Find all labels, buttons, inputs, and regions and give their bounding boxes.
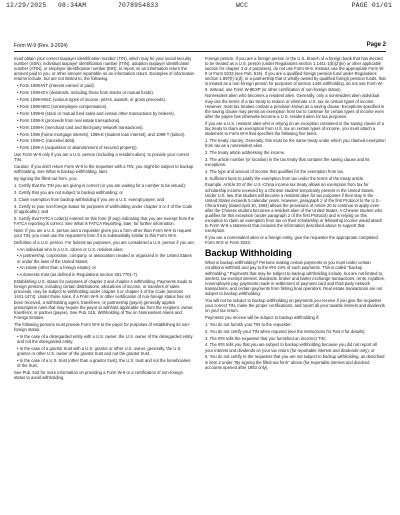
paragraph: Payments you receive will be subject to backup withholding if: <box>205 314 320 320</box>
paragraph: 4. The type and amount of income that qualifies for the exemption from tax. <box>205 168 345 174</box>
left-column <box>14 56 195 506</box>
bullet-item: • Form 1099-C (canceled debt). <box>17 138 76 144</box>
bullet-item: • Form 1099-A (acquisition or abandonment of secured property). <box>17 145 138 151</box>
paragraph: 5. Sufficient facts to justify the exemption from tax under the terms of the treaty article. <box>205 175 365 181</box>
bullet-item: • Form 1099-B (stock or mutual fund sales and certain other transactions by brokers). <box>17 110 175 116</box>
paragraph: Caution: If you don't return Form W-9 to the requester with a TIN, you might be subject to backup withholding. See What is backup withholding, later. <box>14 164 194 175</box>
paragraph: Foreign person. If you are a foreign person or the U.S. branch of a foreign bank that has elected to be treated as a U.S. person (under Regulations section 1.1441-1(b)(2)(iv) or other applicable section for chapter 3 or 4 purposes), do not use Form W-9. Instead, use the appropriate Form W-8 or Form 8233 (see Pub. 515). If you are a qualified foreign pension fund under Regulations section 1.897(l)-1(d), or a partnership that is wholly owned by qualified foreign pension funds, that is treated as a non-foreign person for purposes of section 1445 withholding, do not use Form W-9. Instead, use Form W-8EXP (or other certification of non-foreign status). <box>205 56 386 92</box>
paragraph: 5. Certify that FATCA code(s) entered on this form (if any) indicating that you are exempt from the FATCA reporting is correct. See What is FATCA Reporting, later, for further information. <box>14 215 195 226</box>
paragraph: You will not be subject to backup withholding on payments you receive if you give the requester your correct TIN, make the proper certifications, and report all your taxable interest and dividends on your tax return. <box>205 297 385 313</box>
fax-number: 7078954833 <box>118 2 159 9</box>
paragraph: 1. You do not furnish your TIN to the requester; <box>205 321 292 327</box>
fax-time: 08:34AM <box>58 2 87 9</box>
bullet-item: • Form 1099-NEC (nonemployee compensation). <box>17 103 108 109</box>
bullet-item: • A partnership, corporation, company, or association created or organized in the United States or under the laws of the United States; <box>17 253 192 264</box>
paragraph: Note: If you are a U.S. person and a requester gives you a form other than Form W-9 to request your TIN, you must use the requester's form if it is substantially similar to this Form W-9. <box>14 227 192 238</box>
bullet-item: • Form 1098 (home mortgage interest), 1098-E (student loan interest), and 1098-T (tuition). <box>17 131 186 137</box>
bullet-item: • A domestic trust (as defined in Regulations section 301.7701-7). <box>17 272 139 278</box>
paragraph: Establishing U.S. status for purposes of chapter 3 and chapter 4 withholding. Payments made to foreign persons, including certain distributions, allocations of income, or transfers of sales proceeds, may be subject to withholding under chapter 3 or chapter 4 of the Code (sections 1441-1474). Under those rules, if a Form W-9 or other certification of non-foreign status has not been received, a withholding agent, transferee, or partnership (payor) generally applies presumption rules that may require the payor to withhold applicable tax from the recipient, owner, transferor, or partner (payee). See Pub. 515, Withholding of Tax on Nonresident Aliens and Foreign Entities. <box>14 279 194 320</box>
fax-header-line <box>6 2 392 14</box>
bullet-item: • Form 1099-MISC (various types of income, prizes, awards, or gross proceeds). <box>17 97 167 103</box>
bullet-item: • Form 1099-DIV (dividends, including those from stocks or mutual funds). <box>17 90 154 96</box>
paragraph: 4. Certify to your non-foreign status for purposes of withholding under chapter 3 or 4 of the Code (if applicable); and <box>14 203 193 214</box>
paragraph: If you are a nonresident alien or a foreign entity, give the requester the appropriate completed Form W-8 or Form 8233. <box>205 235 378 246</box>
bullet-item: • An estate (other than a foreign estate); or <box>17 265 96 271</box>
bullet-item: • Form 1099-S (proceeds from real estate transactions). <box>17 117 121 123</box>
paragraph: Nonresident alien who becomes a resident alien. Generally, only a nonresident alien individual may use the terms of a tax treaty to reduce or eliminate U.S. tax on certain types of income. However, most tax treaties contain a provision known as a saving clause. Exceptions specified in the saving clause may permit an exemption from tax to continue for certain types of income even after the payee has otherwise become a U.S. resident alien for tax purposes. <box>205 93 385 119</box>
form-title: Form W-9 (Rev. 3-2024) <box>14 43 68 49</box>
section-heading: Backup Withholding <box>205 248 292 259</box>
paragraph: Definition of a U.S. person. For federal tax purposes, you are considered a U.S. person if you are: <box>14 239 195 245</box>
paragraph: What is backup withholding? Persons making certain payments to you must under certain conditions withhold and pay to the IRS 24% of such payments. This is called "backup withholding." Payments that may be subject to backup withholding include, but are not limited to, interest, tax-exempt interest, dividends, broker and barter exchange transactions, rents, royalties, nonemployee pay, payments made in settlement of payment card and third-party network transactions, and certain payments from fishing boat operators. Real estate transactions are not subject to backup withholding. <box>205 260 385 296</box>
paragraph: 3. The article number (or location) in the tax treaty that contains the saving clause and its exceptions. <box>205 156 370 167</box>
paragraph: 3. The IRS tells the requester that you furnished an incorrect TIN; <box>205 335 326 341</box>
paragraph: By signing the filled-out form, you: <box>14 176 78 182</box>
paragraph: 2. You do not certify your TIN when required (see the instructions for Part II for details); <box>205 328 366 334</box>
bullet-item: • In the case of a grantor trust with a U.S. grantor or other U.S. owner, generally, the U.S. grantor or other U.S. owner of the grantor trust and not the grantor trust. <box>17 345 182 356</box>
paragraph: 2. The treaty article addressing the income. <box>205 149 286 155</box>
form-header <box>14 42 386 52</box>
paragraph: If you are a U.S. resident alien who is relying on an exception contained in the saving clause of a tax treaty to claim an exemption from U.S. tax on certain types of income, you must attach a statement to Form W-9 that specifies the following five items. <box>205 120 385 136</box>
paragraph: Example. Article 20 of the U.S.-China income tax treaty allows an exemption from tax for scholarship income received by a Chinese student temporarily present in the United States. Under U.S. law, this student will become a resident alien for tax purposes if their stay in the United States exceeds 5 calendar years. However, paragraph 2 of the first Protocol to the U.S.-China treaty (dated April 30, 1984) allows the provisions of Article 20 to continue to apply even after the Chinese student becomes a resident alien of the United States. A Chinese student who qualifies for this exception (under paragraph 2 of the first Protocol) and is relying on this exception to claim an exemption from tax on their scholarship or fellowship income would attach to Form W-9 a statement that includes the information described above to support that exemption. <box>205 182 383 234</box>
form-body <box>14 56 386 506</box>
paragraph: 2. Certify that you are not subject to backup withholding; or <box>14 189 123 195</box>
fax-sender: WCC <box>236 2 249 9</box>
paragraph: 4. The IRS tells you that you are subject to backup withholding because you did not report all your interest and dividends on your tax return (for reportable interest and dividends only); or <box>205 342 377 353</box>
bullet-item: • Form 1099-INT (interest earned or paid). <box>17 83 95 89</box>
paragraph: The following persons must provide Form W-9 to the payor for purposes of establishing its non-foreign status. <box>14 321 191 332</box>
bullet-item: • In the case of a disregarded entity with a U.S. owner, the U.S. owner of the disregarded entity and not the disregarded entity. <box>17 333 193 344</box>
paragraph: 1. The treaty country. Generally, this must be the same treaty under which you claimed exemption from tax as a nonresident alien. <box>205 137 386 148</box>
paragraph: 5. You do not certify to the requester that you are not subject to backup withholding, as described in item 2 under "By signing the filled-out form" above (for reportable interest and dividend accounts opened after 1983 only). <box>205 354 385 370</box>
bullet-item: • An individual who is a U.S. citizen or U.S. resident alien; <box>17 246 124 252</box>
paragraph: must obtain your correct taxpayer identification number (TIN), which may be your social security number (SSN), individual taxpayer identification number (ITIN), adoption taxpayer identification number (ATIN), or employer identification number (EIN), to report on an information return the amount paid to you, or other amount reportable on an information return. Examples of information returns include, but are not limited to, the following. <box>14 56 195 82</box>
fax-page-count: PAGE 01/01 <box>351 2 392 9</box>
paragraph: See Pub. 515 for more information on providing a Form W-9 or a certification of non-foreign status to avoid withholding. <box>14 369 183 380</box>
bullet-item: • Form 1099-K (merchant card and third-party network transactions). <box>17 124 144 130</box>
fax-date: 12/29/2025 <box>6 2 47 9</box>
page-number: Page 2 <box>366 42 386 48</box>
paragraph: 3. Claim exemption from backup withholding if you are a U.S. exempt payee; and <box>14 196 165 202</box>
paragraph: 1. Certify that the TIN you are giving is correct (or you are waiting for a number to be issued); <box>14 183 186 189</box>
paragraph: Use Form W-9 only if you are a U.S. person (including a resident alien), to provide your correct TIN. <box>14 152 190 163</box>
right-column <box>205 56 386 506</box>
bullet-item: • In the case of a U.S. trust (other than a grantor trust), the U.S. trust and not the beneficiaries of the trust. <box>17 357 191 368</box>
